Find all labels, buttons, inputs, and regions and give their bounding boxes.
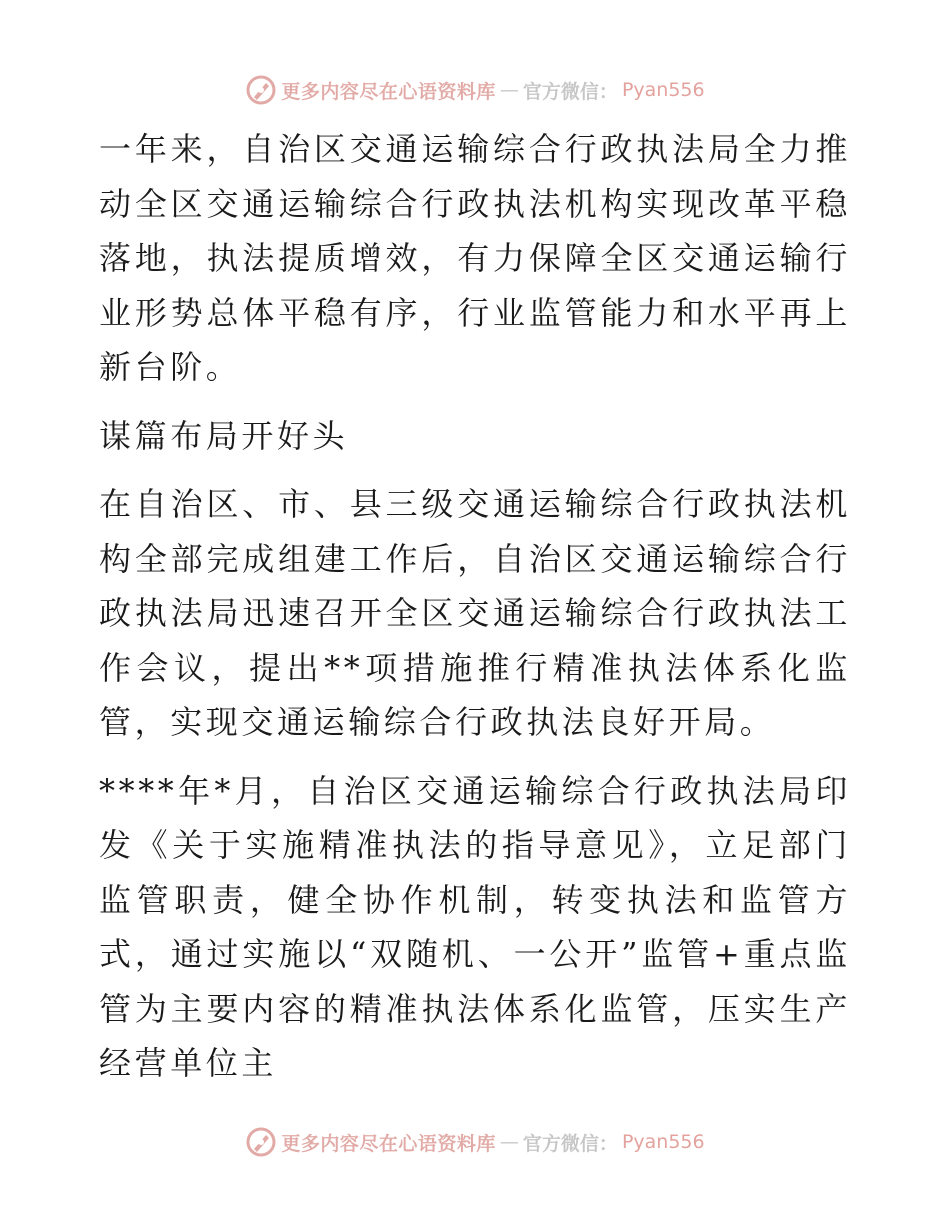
watermark-separator: — — [499, 1131, 519, 1153]
paragraph-meeting: 在自治区、市、县三级交通运输综合行政执法机构全部完成组建工作后，自治区交通运输综合行政执法局迅速召开全区交通运输综合行政执法工作会议，提出**项措施推行精准执法体系化监管，实现交通运输综合行政执法良好开局。 — [99, 485, 851, 741]
watermark-main-text: 更多内容尽在心语资料库 — [281, 1132, 496, 1155]
paragraph-intro: 一年来，自治区交通运输综合行政执法局全力推动全区交通运输综合行政执法机构实现改革平稳落地，执法提质增效，有力保障全区交通运输行业形势总体平稳有序，行业监管能力和水平再上新台阶。 — [99, 130, 851, 386]
watermark-sub-text: 官方微信： — [522, 1132, 618, 1155]
document-body — [99, 122, 851, 1105]
watermark-header — [0, 70, 950, 110]
section-heading: 谋篇布局开好头 — [99, 416, 349, 455]
watermark-sub-text: 官方微信： — [522, 80, 618, 103]
watermark-separator: — — [499, 79, 519, 101]
watermark-main-text: 更多内容尽在心语资料库 — [281, 80, 496, 103]
watermark-id: Pyan556 — [621, 1131, 705, 1153]
pen-circle-logo-icon — [245, 74, 277, 106]
watermark-id: Pyan556 — [621, 79, 705, 101]
pen-circle-logo-icon — [245, 1126, 277, 1158]
watermark-footer — [0, 1122, 950, 1162]
paragraph-guidance: ****年*月，自治区交通运输综合行政执法局印发《关于实施精准执法的指导意见》，立足部门监管职责，健全协作机制，转变执法和监管方式，通过实施以“双随机、一公开”监管+重点监管为主要内容的精准执法体系化监管，压实生产经营单位主 — [99, 771, 851, 1082]
